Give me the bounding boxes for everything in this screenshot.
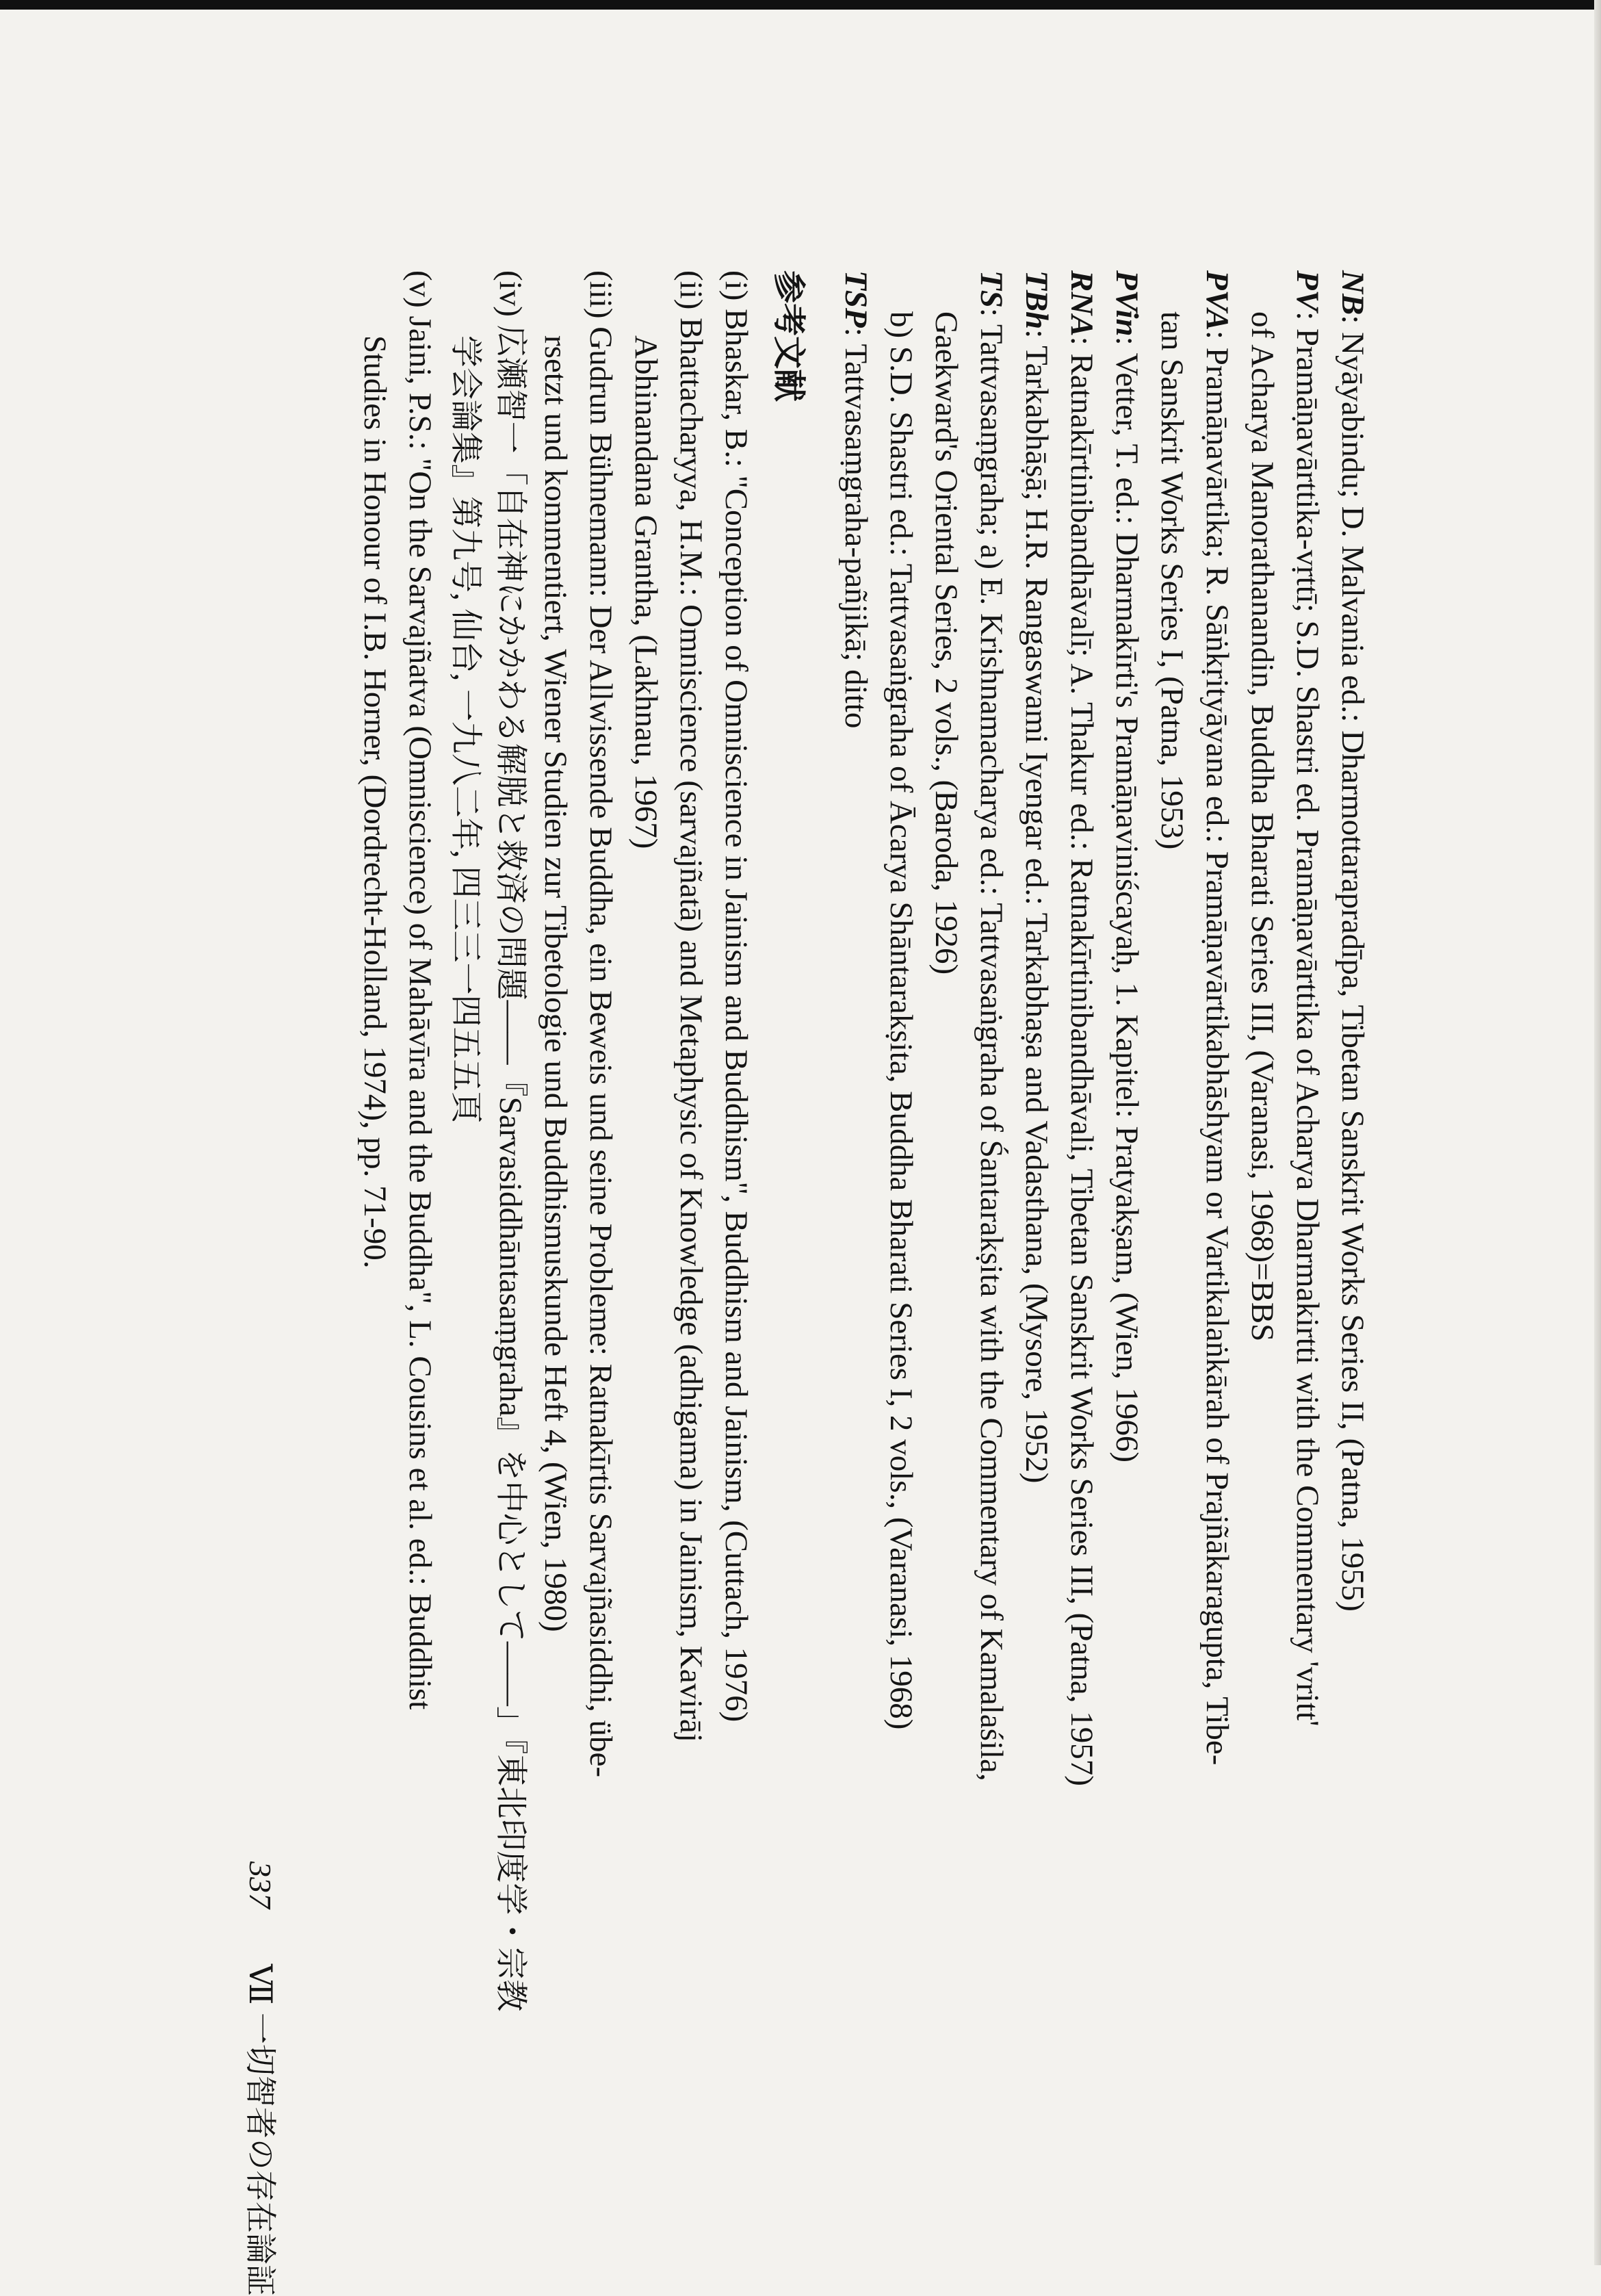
abbr-text: tan Sanskrit Works Series I, (Patna, 1953) (1154, 311, 1190, 850)
abbr-line (1198, 270, 1236, 1765)
abbr-line (1153, 311, 1191, 849)
reference-line: (iv) 広瀬智一「自在神にかかわる解脱と救済の問題――『Sarvasiddhāntasaṃgraha』を中心として――」『東北印度学・宗教 (493, 270, 528, 2012)
abbr-text: of Acharya Manorathanandin, Buddha Bharati Series III, (Varanasi, 1968)=BBS (1245, 311, 1280, 1342)
abbr-text: : Ratnakīrtinibandhāvalī; A. Thakur ed.: Ratnakīrtinibandhāvali, Tibetan Sanskrit Works Series III, (Patna, 1957) (1064, 336, 1099, 1786)
abbr-line (1243, 311, 1281, 1341)
abbr-text: : Tattvasaṃgraha; a) E. Krishnamacharya ed.: Tattvasaṅgraha of Śantarakṣita with the Commentary of Kamalaśila, (974, 307, 1009, 1781)
reference-line: (iii) Gudrun Bühnemann: Der Allwissende Buddha, ein Beweis und seine Probleme: Ratnakīrtis Sarvajñasiddhi, übe- (583, 270, 619, 1778)
abbr-key: PVA (1199, 270, 1235, 331)
abbr-key: TSP (838, 270, 874, 328)
reference-line: Studies in Honour of I.B. Horner, (Dordrecht-Holland, 1974), pp. 71-90. (357, 335, 393, 1269)
abbr-text: : Vetter, T. ed.: Dharmakīrti's Pramāṇaviniścayaḥ, 1. Kapitel: Pratyakṣam, (Wien, 1966) (1109, 336, 1145, 1463)
abbr-text: b) S.D. Shastri ed.: Tattvasaṅgraha of Ācarya Shāntarakṣita, Buddha Bharati Series I, 2 vols., (Varanasi, 1968) (883, 311, 919, 1730)
chapter-title: Ⅶ 一切智者の存在論証 (243, 1964, 278, 2296)
abbr-line (1333, 270, 1372, 1612)
page-number: 337 (243, 1861, 278, 1909)
abbr-line (1063, 270, 1101, 1786)
abbr-key: NB (1335, 270, 1370, 315)
abbr-line (882, 311, 920, 1729)
abbr-line (1288, 270, 1327, 1727)
abbr-text: : Pramāṇavārtika; R. Sāṅkṛityāyana ed.: Pramāṇavārtikabhāshyam or Vartikalaṅkārah of Prajñākaragupta, Tibe- (1199, 330, 1235, 1766)
abbr-key: TBh (1019, 270, 1054, 330)
reference-line: 学会論集』第九号, 仙台, 一九八二年, 四三三一四五五頁 (447, 335, 483, 1124)
reference-line: (ii) Bhattacharyya, H.M.: Omniscience (sarvajñatā) and Metaphysic of Knowledge (adhigama) in Jainism, Kavirāj (673, 270, 709, 1742)
abbr-line (1108, 270, 1146, 1462)
abbr-line (927, 311, 965, 975)
abbr-line (972, 270, 1011, 1781)
reference-line: rsetzt und kommentiert, Wiener Studien zur Tibetologie und Buddhismuskunde Heft 4, (Wien, 1980) (538, 335, 573, 1632)
abbr-line (837, 270, 875, 728)
abbr-text: : Nyāyabindu; D. Malvania ed.: Dharmottarapradīpa, Tibetan Sanskrit Works Series II, (Patna, 1955) (1335, 315, 1370, 1612)
reference-line: (v) Jaini, P.S.: "On the Sarvajñatva (Omniscience) of Mahāvīra and the Buddha", L. Cousins et al. ed.: Buddhist (402, 270, 438, 1710)
abbr-key: RNA (1064, 270, 1099, 337)
abbr-key: PV (1290, 270, 1325, 312)
abbr-text: : Tarkabhāṣā; H.R. Rangaswami Iyengar ed.: Tarkabhaṣa and Vadasthana, (Mysore, 1952) (1019, 329, 1054, 1484)
abbr-key: PVin (1109, 270, 1145, 337)
references-heading: 参考文献 (770, 270, 807, 402)
abbr-key: TS (974, 270, 1009, 308)
abbr-text: Gaekward's Oriental Series, 2 vols., (Baroda, 1926) (928, 311, 964, 975)
reference-line: (i) Bhaskar, B.: "Conception of Omniscience in Jainism and Buddhism", Buddhism and Jainism, (Cuttach, 1976) (718, 270, 754, 1723)
abbr-line (1017, 270, 1056, 1483)
reference-line: Abhinandana Grantha, (Lakhnau, 1967) (628, 335, 664, 849)
abbr-text: : Pramāṇavārttika-vṛttī; S.D. Shastri ed. Pramāṇavārttika of Acharya Dharmakirtti with the Commentary 'vritt' (1290, 311, 1325, 1727)
abbr-text: : Tattvasaṃgraha-pañjikā; ditto (838, 327, 874, 729)
